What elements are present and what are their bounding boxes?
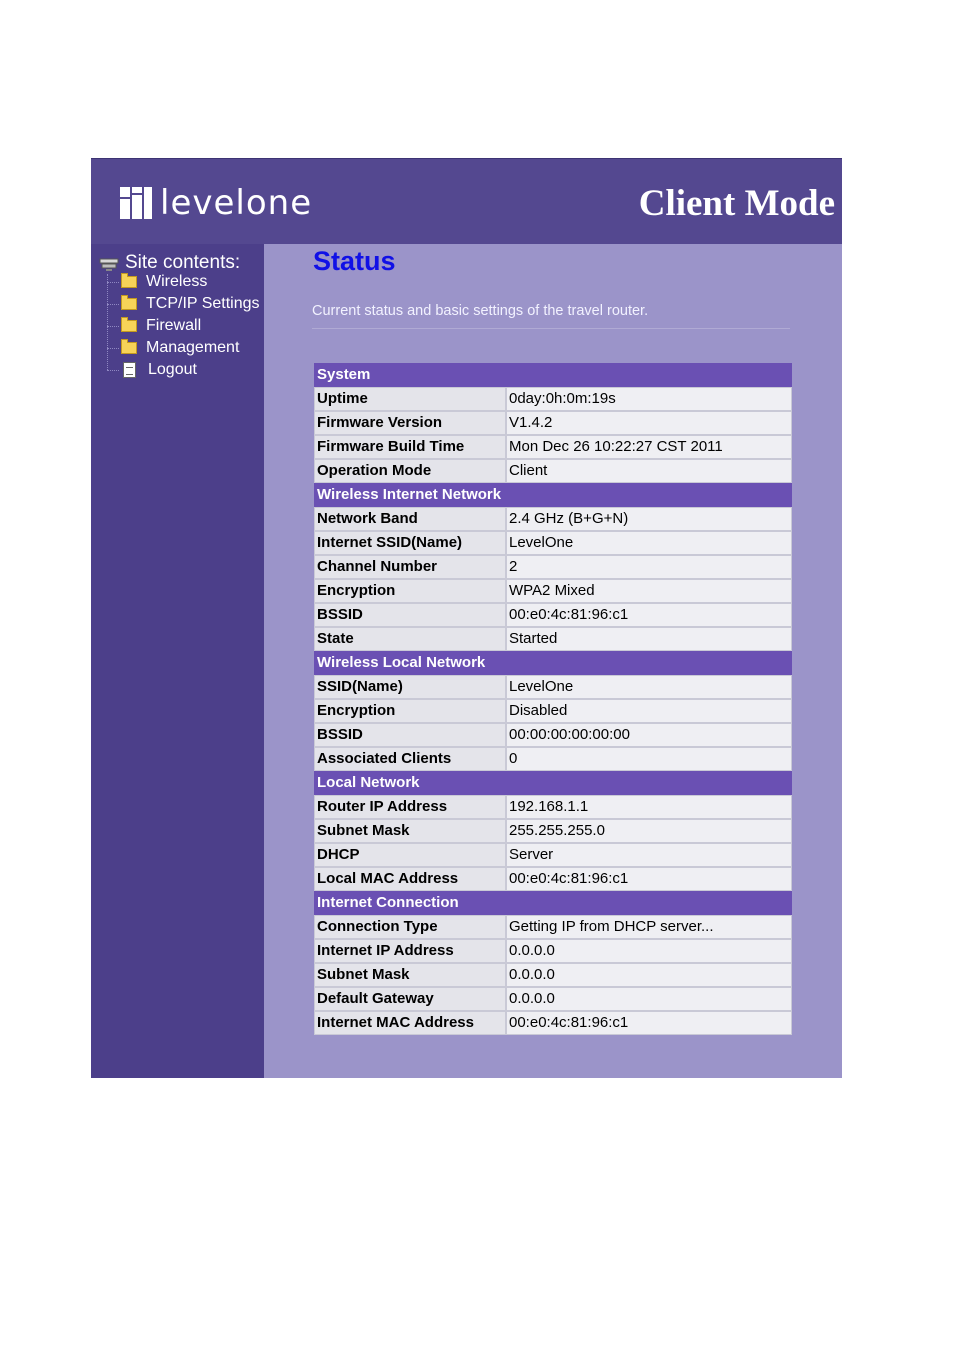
row-label: Internet MAC Address [314,1011,506,1035]
row-label: Subnet Mask [314,819,506,843]
row-value: 0.0.0.0 [506,939,792,963]
table-row [314,579,792,603]
row-value: 00:00:00:00:00:00 [506,723,792,747]
section-header-system: System [314,363,792,387]
row-value: Server [506,843,792,867]
row-value: LevelOne [506,531,792,555]
row-value: 0day:0h:0m:19s [506,387,792,411]
row-value: 2.4 GHz (B+G+N) [506,507,792,531]
row-value: 00:e0:4c:81:96:c1 [506,603,792,627]
row-value: Disabled [506,699,792,723]
page-title: Status [313,246,396,276]
levelone-logo-icon [120,187,152,219]
table-row [314,723,792,747]
row-label: Channel Number [314,555,506,579]
row-label: DHCP [314,843,506,867]
table-row [314,555,792,579]
row-label: Firmware Build Time [314,435,506,459]
table-row [314,1011,792,1035]
folder-icon [121,298,137,310]
table-row [314,459,792,483]
header-banner [91,158,842,244]
row-label: BSSID [314,723,506,747]
document-icon [123,362,136,378]
row-label: Router IP Address [314,795,506,819]
row-label: Uptime [314,387,506,411]
row-label: Local MAC Address [314,867,506,891]
row-label: Encryption [314,699,506,723]
table-row [314,699,792,723]
table-row [314,915,792,939]
table-row [314,387,792,411]
row-value: 00:e0:4c:81:96:c1 [506,1011,792,1035]
table-row [314,963,792,987]
row-label: Default Gateway [314,987,506,1011]
row-label: Operation Mode [314,459,506,483]
row-label: Internet SSID(Name) [314,531,506,555]
table-row [314,675,792,699]
row-label: Encryption [314,579,506,603]
divider [312,328,790,329]
row-label: SSID(Name) [314,675,506,699]
row-label: Firmware Version [314,411,506,435]
sidebar-title [99,252,240,274]
router-admin-frame [91,158,842,1078]
folder-icon [121,276,137,288]
row-value: Getting IP from DHCP server... [506,915,792,939]
row-value: 0.0.0.0 [506,963,792,987]
computer-icon [99,256,119,270]
table-row [314,747,792,771]
table-row [314,627,792,651]
sidebar-item-label[interactable]: Logout [148,361,197,378]
row-label: Network Band [314,507,506,531]
sidebar [91,244,264,1078]
row-value: V1.4.2 [506,411,792,435]
table-row [314,531,792,555]
table-row [314,987,792,1011]
table-row [314,819,792,843]
page-description: Current status and basic settings of the travel router. [312,303,649,319]
sidebar-item-logout[interactable] [107,360,197,380]
row-value: Client [506,459,792,483]
row-value: 0 [506,747,792,771]
table-row [314,867,792,891]
status-table [314,363,792,1035]
row-value: 192.168.1.1 [506,795,792,819]
row-label: Subnet Mask [314,963,506,987]
sidebar-item-wireless[interactable] [107,272,207,292]
row-value: 2 [506,555,792,579]
brand-name: levelone [160,183,313,223]
row-value: 0.0.0.0 [506,987,792,1011]
row-label: BSSID [314,603,506,627]
section-header-internet-connection: Internet Connection [314,891,792,915]
sidebar-item-label[interactable]: Firewall [146,317,202,334]
row-label: Internet IP Address [314,939,506,963]
row-label: Connection Type [314,915,506,939]
table-row [314,843,792,867]
folder-icon [121,320,137,332]
sidebar-title-label: Site contents: [125,252,241,273]
sidebar-item-firewall[interactable] [107,316,201,336]
row-value: Started [506,627,792,651]
row-label: Associated Clients [314,747,506,771]
row-value: WPA2 Mixed [506,579,792,603]
main-content [264,244,842,1078]
sidebar-item-label[interactable]: Wireless [146,273,208,290]
row-label: State [314,627,506,651]
row-value: 00:e0:4c:81:96:c1 [506,867,792,891]
section-header-wireless-local-network: Wireless Local Network [314,651,792,675]
sidebar-item-tcpip-settings[interactable] [107,294,260,314]
row-value: LevelOne [506,675,792,699]
row-value: Mon Dec 26 10:22:27 CST 2011 [506,435,792,459]
table-row [314,603,792,627]
sidebar-item-management[interactable] [107,338,239,358]
folder-icon [121,342,137,354]
sidebar-item-label[interactable]: Management [146,339,240,356]
table-row [314,435,792,459]
levelone-logo [120,185,312,221]
sidebar-item-label[interactable]: TCP/IP Settings [146,295,260,312]
table-row [314,795,792,819]
table-row [314,411,792,435]
mode-title: Client Mode [638,183,835,224]
section-header-wireless-internet-network: Wireless Internet Network [314,483,792,507]
table-row [314,507,792,531]
row-value: 255.255.255.0 [506,819,792,843]
section-header-local-network: Local Network [314,771,792,795]
table-row [314,939,792,963]
